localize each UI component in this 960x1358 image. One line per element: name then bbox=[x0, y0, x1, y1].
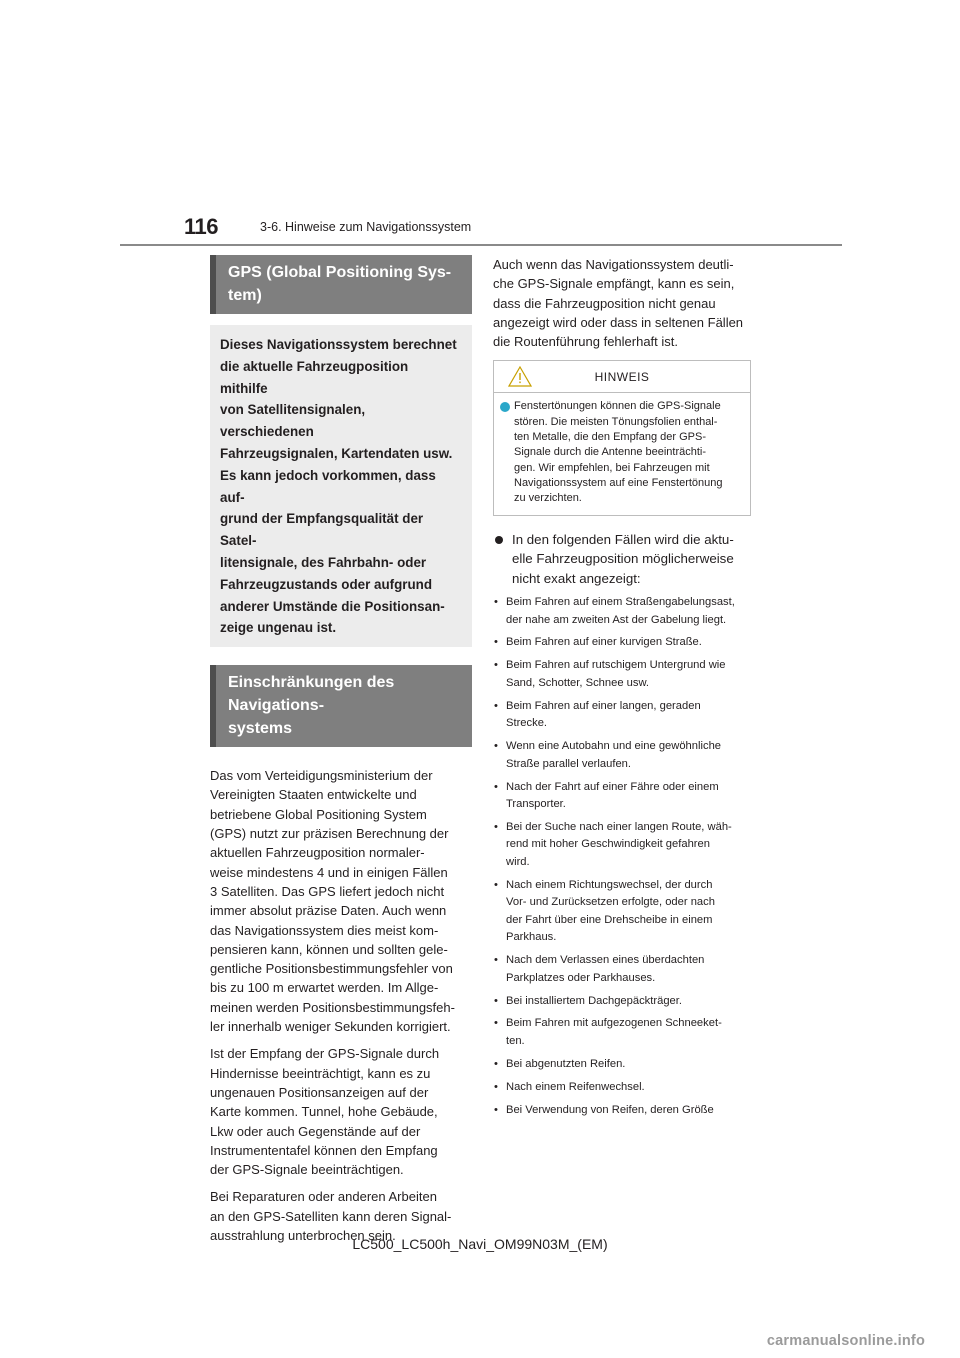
list-item-line: Bei Verwendung von Reifen, deren Größe bbox=[506, 1103, 714, 1116]
list-item bbox=[493, 952, 751, 987]
text-line: Das vom Verteidigungsministerium der bbox=[210, 768, 433, 784]
text-line: pensieren kann, können und sollten gele- bbox=[210, 941, 448, 957]
list-bullet-icon: • bbox=[494, 1103, 498, 1116]
list-item-line: Beim Fahren mit aufgezogenen Schneeket- bbox=[506, 1017, 722, 1030]
list-item bbox=[493, 594, 751, 629]
list-item-text bbox=[506, 698, 701, 733]
text-line: Instrumententafel können den Empfang bbox=[210, 1142, 438, 1158]
text-line: das Navigationssystem dies meist kom- bbox=[210, 922, 439, 938]
note-line: Signale durch die Antenne beeinträchti- bbox=[514, 446, 707, 459]
list-bullet-icon: • bbox=[494, 780, 498, 793]
list-item-line: Wenn eine Autobahn und eine gewöhnliche bbox=[506, 740, 722, 753]
summary-line: Dieses Navigationssystem berechnet bbox=[220, 337, 457, 352]
list-bullet-icon: • bbox=[494, 954, 498, 967]
text-line: angezeigt wird oder dass in seltenen Fällen bbox=[493, 314, 744, 330]
note-line: Navigationssystem auf eine Fenstertönung bbox=[514, 476, 723, 489]
list-bullet-icon: • bbox=[494, 1017, 498, 1030]
list-item-line: Nach der Fahrt auf einer Fähre oder einem bbox=[506, 780, 719, 793]
list-item bbox=[493, 698, 751, 733]
list-item-line: Straße parallel verlaufen. bbox=[506, 757, 631, 770]
list-item-line: Beim Fahren auf einem Straßengabelungsast, bbox=[506, 596, 735, 609]
list-item-line: Nach einem Reifenwechsel. bbox=[506, 1080, 645, 1093]
list-item-line: Parkplatzes oder Parkhauses. bbox=[506, 971, 656, 984]
text-line: ausstrahlung unterbrochen sein. bbox=[210, 1227, 396, 1243]
text-line: (GPS) nutzt zur präzisen Berechnung der bbox=[210, 826, 449, 842]
text-line: Bei Reparaturen oder anderen Arbeiten bbox=[210, 1189, 437, 1205]
list-item-text bbox=[506, 1056, 625, 1074]
text-line: ler innerhalb weniger Sekunden korrigiert. bbox=[210, 1019, 451, 1035]
text-line: dass die Fahrzeugposition nicht genau bbox=[493, 295, 716, 311]
list-bullet-icon: • bbox=[494, 820, 498, 833]
list-item bbox=[493, 779, 751, 814]
list-bullet-icon: • bbox=[494, 659, 498, 672]
list-item-text bbox=[506, 952, 704, 987]
list-item bbox=[493, 634, 751, 652]
summary-line: die aktuelle Fahrzeugposition mithilfe bbox=[220, 358, 409, 396]
list-bullet-icon: • bbox=[494, 699, 498, 712]
list-item-line: wird. bbox=[506, 855, 530, 868]
page-number: 116 bbox=[184, 214, 218, 239]
text-line: Hindernisse beeinträchtigt, kann es zu bbox=[210, 1065, 431, 1081]
summary-line: Fahrzeugsignalen, Kartendaten usw. bbox=[220, 445, 453, 461]
list-item-text bbox=[506, 594, 735, 629]
list-item-line: ten. bbox=[506, 1034, 525, 1047]
text-line: der GPS-Signale beeinträchtigen. bbox=[210, 1162, 404, 1178]
heading-gps-line1: GPS (Global Positioning Sys- bbox=[228, 264, 452, 281]
bullet-dot-icon bbox=[495, 536, 503, 544]
list-item-line: rend mit hoher Geschwindigkeit gefahren bbox=[506, 838, 710, 851]
note-line: zu verzichten. bbox=[514, 492, 582, 505]
conditions-bullet bbox=[493, 530, 751, 589]
text-line: Vereinigten Staaten entwickelte und bbox=[210, 787, 417, 803]
text-line: weise mindestens 4 und in einigen Fällen bbox=[210, 864, 448, 880]
list-item-text bbox=[506, 1015, 722, 1050]
list-bullet-icon: • bbox=[494, 636, 498, 649]
list-item-line: Parkhaus. bbox=[506, 931, 557, 944]
list-item-line: Beim Fahren auf einer langen, geraden bbox=[506, 699, 701, 712]
text-line: Lkw oder auch Gegenstände auf der bbox=[210, 1123, 421, 1139]
note-line: ten Metalle, die den Empfang der GPS- bbox=[514, 431, 706, 444]
list-bullet-icon: • bbox=[494, 1057, 498, 1070]
text-line: Ist der Empfang der GPS-Signale durch bbox=[210, 1046, 440, 1062]
text-line: meinen werden Positionsbestimmungsfeh- bbox=[210, 999, 455, 1015]
summary-line: litensignale, des Fahrbahn- oder bbox=[220, 554, 427, 570]
note-header bbox=[494, 361, 750, 393]
document-code: LC500_LC500h_Navi_OM99N03M_(EM) bbox=[352, 1236, 608, 1252]
text-line: nicht exakt angezeigt: bbox=[512, 570, 641, 586]
section-title: 3-6. Hinweise zum Navigationssystem bbox=[260, 220, 472, 234]
list-item bbox=[493, 877, 751, 947]
text-line: Karte kommen. Tunnel, hohe Gebäude, bbox=[210, 1104, 438, 1120]
text-line: die Routenführung fehlerhaft ist. bbox=[493, 334, 679, 350]
list-item-line: Bei abgenutzten Reifen. bbox=[506, 1057, 626, 1070]
summary-line: anderer Umstände die Positionsan- bbox=[220, 598, 445, 614]
list-item bbox=[493, 819, 751, 872]
list-item-line: Bei installiertem Dachgepäckträger. bbox=[506, 994, 682, 1007]
heading-gps-line2: tem) bbox=[228, 287, 262, 304]
list-bullet-icon: • bbox=[494, 1080, 498, 1093]
list-item-text bbox=[506, 819, 732, 872]
conditions-text bbox=[512, 530, 734, 589]
list-item-text bbox=[506, 657, 726, 692]
list-item bbox=[493, 657, 751, 692]
list-item-line: Beim Fahren auf rutschigem Untergrund wie bbox=[506, 659, 726, 672]
note-title: HINWEIS bbox=[594, 369, 650, 384]
note-body bbox=[494, 393, 750, 514]
list-bullet-icon: • bbox=[494, 740, 498, 753]
heading-restrictions-line1: Einschränkungen des Navigations- bbox=[228, 674, 395, 715]
right-column bbox=[493, 255, 751, 1125]
text-line: gentliche Positionsbestimmungsfehler von bbox=[210, 961, 453, 977]
summary-line: von Satellitensignalen, verschiedenen bbox=[220, 402, 366, 440]
list-item-line: Strecke. bbox=[506, 717, 548, 730]
list-item-line: Bei der Suche nach einer langen Route, wäh- bbox=[506, 820, 732, 833]
header-divider bbox=[120, 244, 842, 246]
list-item-text bbox=[506, 779, 719, 814]
heading-restrictions bbox=[210, 665, 472, 747]
list-item-text bbox=[506, 634, 702, 652]
list-item bbox=[493, 1079, 751, 1097]
summary-line: Es kann jedoch vorkommen, dass auf- bbox=[220, 467, 436, 505]
list-item-line: Transporter. bbox=[506, 798, 566, 811]
list-item-text bbox=[506, 738, 721, 773]
summary-box bbox=[210, 325, 472, 647]
text-line: elle Fahrzeugposition möglicherweise bbox=[512, 551, 734, 567]
paragraph-reception bbox=[210, 1044, 472, 1179]
intro-paragraph bbox=[493, 255, 751, 351]
list-item bbox=[493, 993, 751, 1011]
text-line: an den GPS-Satelliten kann deren Signal- bbox=[210, 1208, 452, 1224]
note-text bbox=[514, 399, 723, 506]
list-item-line: Beim Fahren auf einer kurvigen Straße. bbox=[506, 636, 702, 649]
text-line: betriebene Global Positioning System bbox=[210, 806, 427, 822]
list-item-line: Sand, Schotter, Schnee usw. bbox=[506, 676, 650, 689]
list-item bbox=[493, 1056, 751, 1074]
left-column bbox=[210, 255, 472, 1253]
heading-gps bbox=[210, 255, 472, 314]
summary-line: grund der Empfangsqualität der Satel- bbox=[220, 511, 424, 549]
text-line: immer absolut präzise Daten. Auch wenn bbox=[210, 903, 447, 919]
list-bullet-icon: • bbox=[494, 994, 498, 1007]
note-line: Fenstertönungen können die GPS-Signale bbox=[514, 400, 721, 413]
warning-triangle-icon bbox=[508, 366, 532, 387]
list-item-text bbox=[506, 1079, 645, 1097]
note-bullet-icon bbox=[500, 402, 510, 412]
list-item-text bbox=[506, 877, 715, 947]
list-item-text bbox=[506, 1102, 714, 1120]
conditions-list bbox=[493, 594, 751, 1119]
list-item bbox=[493, 1102, 751, 1120]
note-line: gen. Wir empfehlen, bei Fahrzeugen mit bbox=[514, 461, 710, 474]
summary-line: zeige ungenau ist. bbox=[220, 620, 337, 636]
text-line: aktuellen Fahrzeugposition normaler- bbox=[210, 845, 425, 861]
note-box bbox=[493, 360, 751, 515]
list-item-line: der Fahrt über eine Drehscheibe in einem bbox=[506, 913, 713, 926]
list-item-line: Nach dem Verlassen eines überdachten bbox=[506, 954, 705, 967]
text-line: In den folgenden Fällen wird die aktu- bbox=[512, 531, 734, 547]
text-line: Auch wenn das Navigationssystem deutli- bbox=[493, 257, 734, 272]
text-line: bis zu 100 m erwartet werden. Im Allge- bbox=[210, 980, 439, 996]
list-bullet-icon: • bbox=[494, 878, 498, 891]
text-line: che GPS-Signale empfängt, kann es sein, bbox=[493, 276, 735, 292]
heading-restrictions-line2: systems bbox=[228, 720, 293, 738]
text-line: 3 Satelliten. Das GPS liefert jedoch nicht bbox=[210, 883, 445, 899]
paragraph-gps-system bbox=[210, 766, 472, 1036]
list-item-text bbox=[506, 993, 682, 1011]
list-bullet-icon: • bbox=[494, 596, 498, 609]
note-line: stören. Die meisten Tönungsfolien enthal- bbox=[514, 415, 718, 428]
summary-line: Fahrzeugzustands oder aufgrund bbox=[220, 576, 433, 592]
list-item-line: der nahe am zweiten Ast der Gabelung liegt. bbox=[506, 613, 727, 626]
list-item-line: Vor- und Zurücksetzen erfolgte, oder nach bbox=[506, 896, 715, 909]
text-line: ungenauen Positionsanzeigen auf der bbox=[210, 1084, 429, 1100]
list-item-line: Nach einem Richtungswechsel, der durch bbox=[506, 878, 713, 891]
list-item bbox=[493, 1015, 751, 1050]
watermark: carmanualsonline.info bbox=[766, 1333, 925, 1349]
list-item bbox=[493, 738, 751, 773]
